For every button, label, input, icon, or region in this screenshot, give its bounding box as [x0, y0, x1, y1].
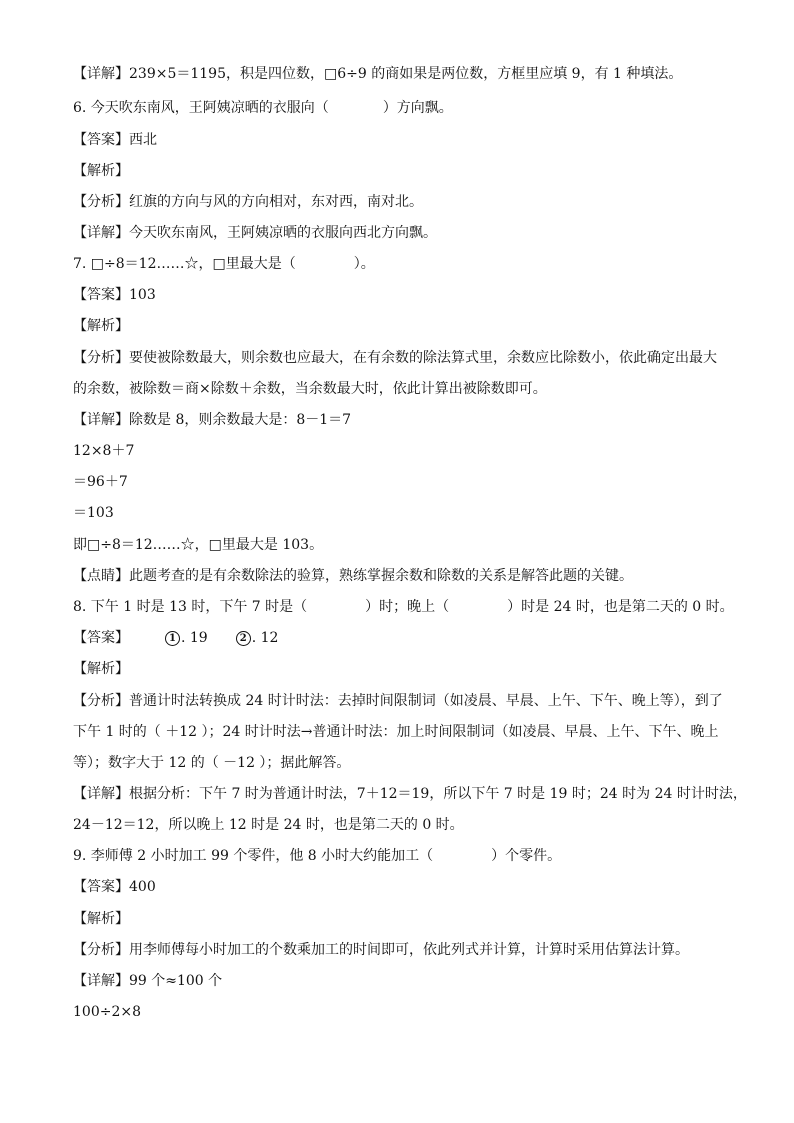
question-9	[73, 846, 733, 866]
text-line: 【分析】要使被除数最大，则余数也应最大，在有余数的除法算式里，余数应比除数小，依此确定出最大	[73, 350, 717, 366]
equation-line: 12×8＋7	[73, 443, 135, 459]
text-line: 的余数，被除数＝商×除数＋余数，当余数最大时，依此计算出被除数即可。	[73, 381, 547, 397]
text-line: 【详解】239×5＝1195，积是四位数，□6÷9 的商如果是两位数，方框里应填 9，有 1 种填法。	[73, 66, 683, 82]
question-text: 9. 李师傅 2 小时加工 99 个零件，他 8 小时大约能加工（	[73, 848, 434, 864]
question-text: ）个零件。	[491, 848, 562, 864]
circled-number-2: 2	[236, 631, 251, 646]
answer-line	[73, 628, 733, 648]
equation-line: ＝96＋7	[73, 474, 128, 490]
text-line: 【详解】根据分析：下午 7 时为普通计时法，7＋12＝19，所以下午 7 时是 19 时；24 时为 24 时计时法，	[73, 786, 747, 802]
answer-line: 【答案】103	[73, 287, 156, 303]
text-line: 【详解】今天吹东南风，王阿姨凉晒的衣服向西北方向飘。	[73, 225, 437, 241]
question-text: 7. □÷8＝12……☆，□里最大是（	[73, 256, 296, 272]
text-line: 【分析】普通计时法转换成 24 时计时法：去掉时间限制词（如凌晨、早晨、上午、下午、晚上等），到了	[73, 693, 723, 709]
equation-line: ＝103	[73, 505, 114, 521]
question-text: 6. 今天吹东南风，王阿姨凉晒的衣服向（	[73, 100, 329, 116]
analysis-heading: 【解析】	[73, 163, 129, 179]
text-line: 【详解】除数是 8，则余数最大是：8－1＝7	[73, 412, 352, 428]
text-line: 下午 1 时的（ ＋12 ）；24 时计时法→普通计时法：加上时间限制词（如凌晨、早晨、上午、下午、晚上	[73, 724, 719, 740]
circled-number-1: 1	[165, 631, 180, 646]
equation-line: 100÷2×8	[73, 1004, 141, 1020]
analysis-heading: 【解析】	[73, 911, 129, 927]
question-6	[73, 98, 733, 118]
answer-line: 【答案】400	[73, 879, 156, 895]
question-text: ）时；晚上（	[365, 599, 450, 615]
text-line: 【分析】红旗的方向与风的方向相对，东对西，南对北。	[73, 194, 423, 210]
answer-value: . 19	[181, 630, 208, 646]
text-line: 24－12＝12，所以晚上 12 时是 24 时，也是第二天的 0 时。	[73, 817, 464, 833]
analysis-heading: 【解析】	[73, 661, 129, 677]
answer-label: 【答案】	[73, 630, 129, 646]
question-text: 8. 下午 1 时是 13 时，下午 7 时是（	[73, 599, 308, 615]
text-line: 【点睛】此题考查的是有余数除法的验算，熟练掌握余数和除数的关系是解答此题的关键。	[73, 568, 633, 584]
answer-line: 【答案】西北	[73, 132, 157, 148]
text-line: 【详解】99 个≈100 个	[73, 973, 223, 989]
question-7	[73, 254, 733, 274]
question-text: ）时是 24 时，也是第二天的 0 时。	[507, 599, 734, 615]
text-line: 等）；数字大于 12 的（ －12 ）；据此解答。	[73, 755, 351, 771]
answer-value: . 12	[251, 630, 279, 646]
text-line: 即□÷8＝12……☆，□里最大是 103。	[73, 537, 324, 553]
text-line: 【分析】用李师傅每小时加工的个数乘加工的时间即可，依此列式并计算，计算时采用估算法计算。	[73, 942, 689, 958]
question-8	[73, 597, 733, 617]
question-text: ）方向飘。	[382, 100, 453, 116]
question-text: ）。	[353, 256, 375, 272]
analysis-heading: 【解析】	[73, 318, 129, 334]
